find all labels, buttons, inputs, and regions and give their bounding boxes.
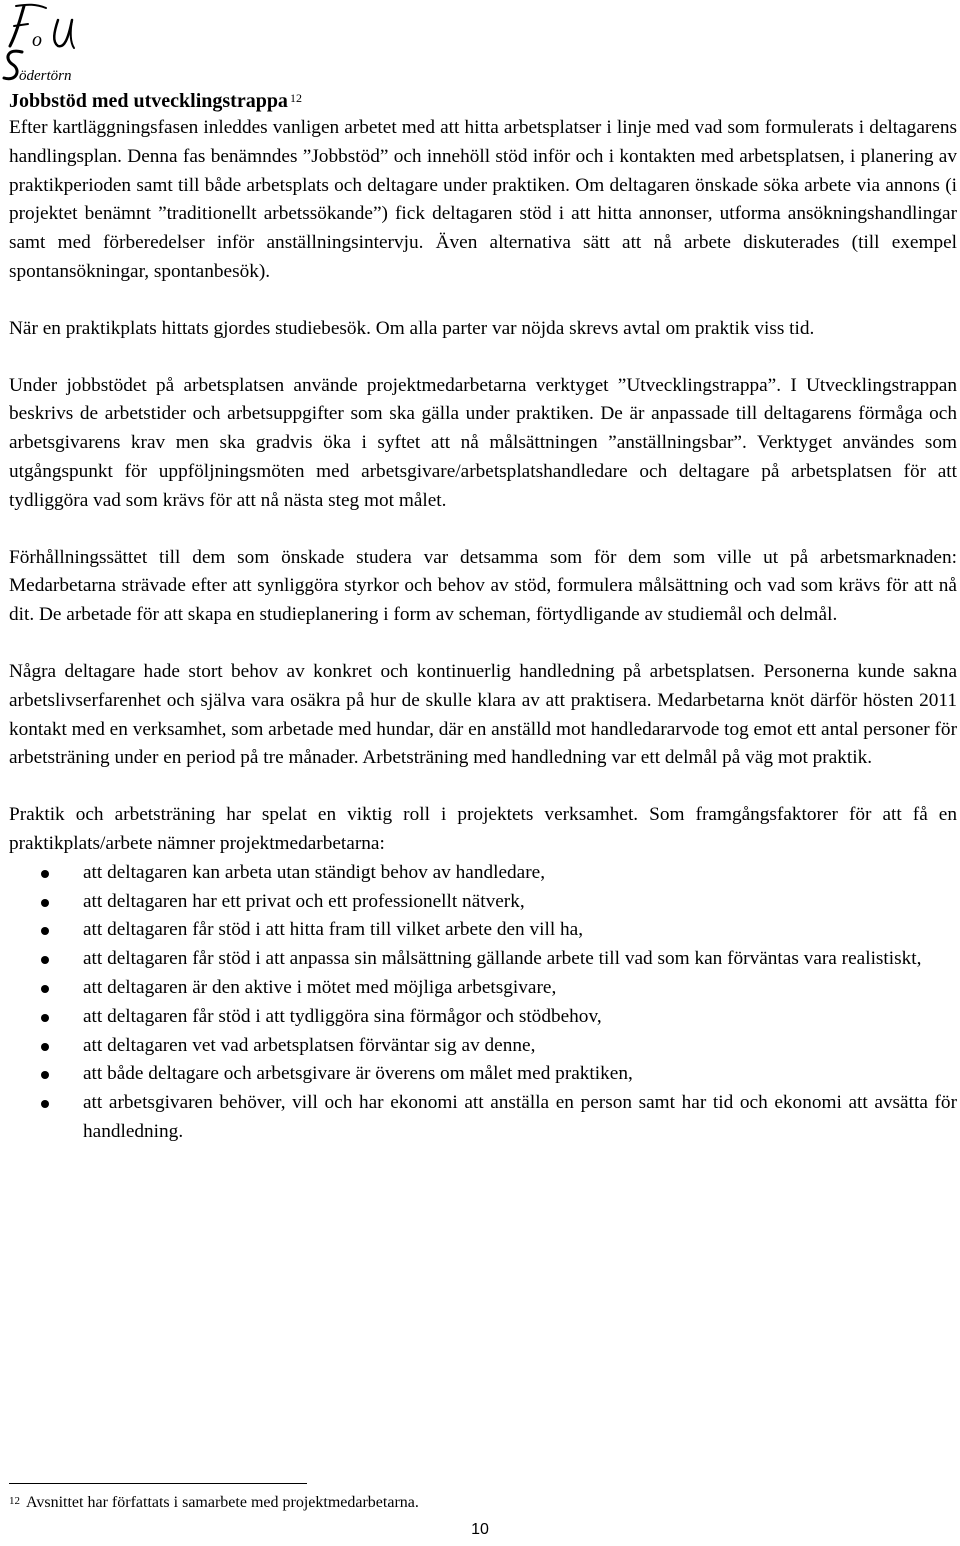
svg-text:ödertörn: ödertörn xyxy=(19,68,72,84)
fou-sodertorn-logo xyxy=(2,2,88,86)
footnote-text: Avsnittet har författats i samarbete med projektmedarbetarna. xyxy=(26,1494,419,1511)
list-item: att deltagaren är den aktive i mötet med möjliga arbetsgivare, xyxy=(9,974,957,1003)
bullet-icon xyxy=(41,899,49,907)
bullet-icon xyxy=(41,1100,49,1108)
bullet-icon xyxy=(41,1043,49,1051)
paragraph-jobbstod: Efter kartläggningsfasen inleddes vanligen arbetet med att hitta arbetsplatser i linje med vad som formulerats i deltagarens handlingsplan. Denna fas benämndes ”Jobbstöd” och innehöll stöd inför och i kontakten med arbetsplatsen, i planering av praktikperioden samt till både arbetsplats och deltagare under praktiken. Om deltagaren önskade söka arbete via annons (i projektet benämnt ”traditionellt arbetssökande”) fick deltagaren stöd i att hitta annonser, utforma ansökningshandlingar samt med förberedelser inför anställningsintervju. Även alternativa sätt att nå arbete diskuterades (till exempel spontansökningar, spontanbesök). xyxy=(9,117,957,282)
paragraph-utvecklingstrappa: Under jobbstödet på arbetsplatsen använde projektmedarbetarna verktyget ”Utvecklingstrappa”. I Utvecklingstrappan beskrivs de arbetstider och arbetsuppgifter som ska gälla under praktiken. De är anpassade till deltagarens förmåga och arbetsgivarens krav men ska gradvis öka i syftet att nå målsättningen ”anställningsbar”. Verktyget användes som utgångspunkt för uppföljningsmöten med arbetsgivare/arbetsplatshandledare och deltagare på arbetsplatsen för att tydliggöra vad som krävs för att nå nästa steg mot målet. xyxy=(9,374,957,511)
list-item: att deltagaren vet vad arbetsplatsen förväntar sig av denne, xyxy=(9,1032,957,1061)
page-number: 10 xyxy=(471,1521,489,1538)
list-item: att deltagaren får stöd i att anpassa sin målsättning gällande arbete till vad som kan förväntas vara realistiskt, xyxy=(9,945,957,974)
footnote-number: 12 xyxy=(9,1495,20,1507)
footnote xyxy=(9,1493,419,1513)
bullet-icon xyxy=(41,956,49,964)
bullet-icon xyxy=(41,870,49,878)
document-body xyxy=(9,88,957,1147)
footnote-reference: 12 xyxy=(289,91,302,105)
bullet-icon xyxy=(41,985,49,993)
bullet-icon xyxy=(41,1071,49,1079)
section-heading: Jobbstöd med utvecklingstrappa $^{12}$ xyxy=(9,90,302,112)
paragraph-framgangsfaktorer: Praktik och arbetsträning har spelat en viktig roll i projektets verksamhet. Som framgångsfaktorer för att få en praktikplats/arbete nämner projektmedarbetarna: xyxy=(9,804,957,854)
list-item: att deltagaren har ett privat och ett professionellt nätverk, xyxy=(9,888,957,917)
list-item: att arbetsgivaren behöver, vill och har ekonomi att anställa en person samt har tid och ekonomi att avsätta för handledning. xyxy=(9,1089,957,1147)
paragraph-studiebesok: När en praktikplats hittats gjordes studiebesök. Om alla parter var nöjda skrevs avtal om praktik viss tid. xyxy=(9,317,815,339)
footnote-divider xyxy=(9,1483,307,1484)
list-item: att deltagaren får stöd i att hitta fram till vilket arbete den vill ha, xyxy=(9,916,957,945)
success-factors-list xyxy=(9,859,957,1147)
svg-text:o: o xyxy=(32,29,42,51)
list-item: att deltagaren kan arbeta utan ständigt behov av handledare, xyxy=(9,859,957,888)
paragraph-studera: Förhållningssättet till dem som önskade studera var detsamma som för dem som ville ut på arbetsmarknaden: Medarbetarna strävade efter att synliggöra styrkor och behov av stöd, formulera målsättning och vad som krävs för att nå dit. De arbetade för att skapa en studieplanering i form av scheman, förtydligande av studiemål och delmål. xyxy=(9,546,957,626)
list-item: att deltagaren får stöd i att tydliggöra sina förmågor och stödbehov, xyxy=(9,1003,957,1032)
paragraph-handledning: Några deltagare hade stort behov av konkret och kontinuerlig handledning på arbetsplatsen. Personerna kunde sakna arbetslivserfarenhet och själva vara osäkra på hur de skulle klara av att praktisera. Medarbetarna knöt därför hösten 2011 kontakt med en verksamhet, som arbetade med hundar, där en anställd mot handledararvode tog emot ett antal personer för arbetsträning under en period på tre månader. Arbetsträning med handledning var ett delmål på väg mot praktik. xyxy=(9,660,957,769)
list-item: att både deltagare och arbetsgivare är överens om målet med praktiken, xyxy=(9,1060,957,1089)
bullet-icon xyxy=(41,1014,49,1022)
bullet-icon xyxy=(41,927,49,935)
